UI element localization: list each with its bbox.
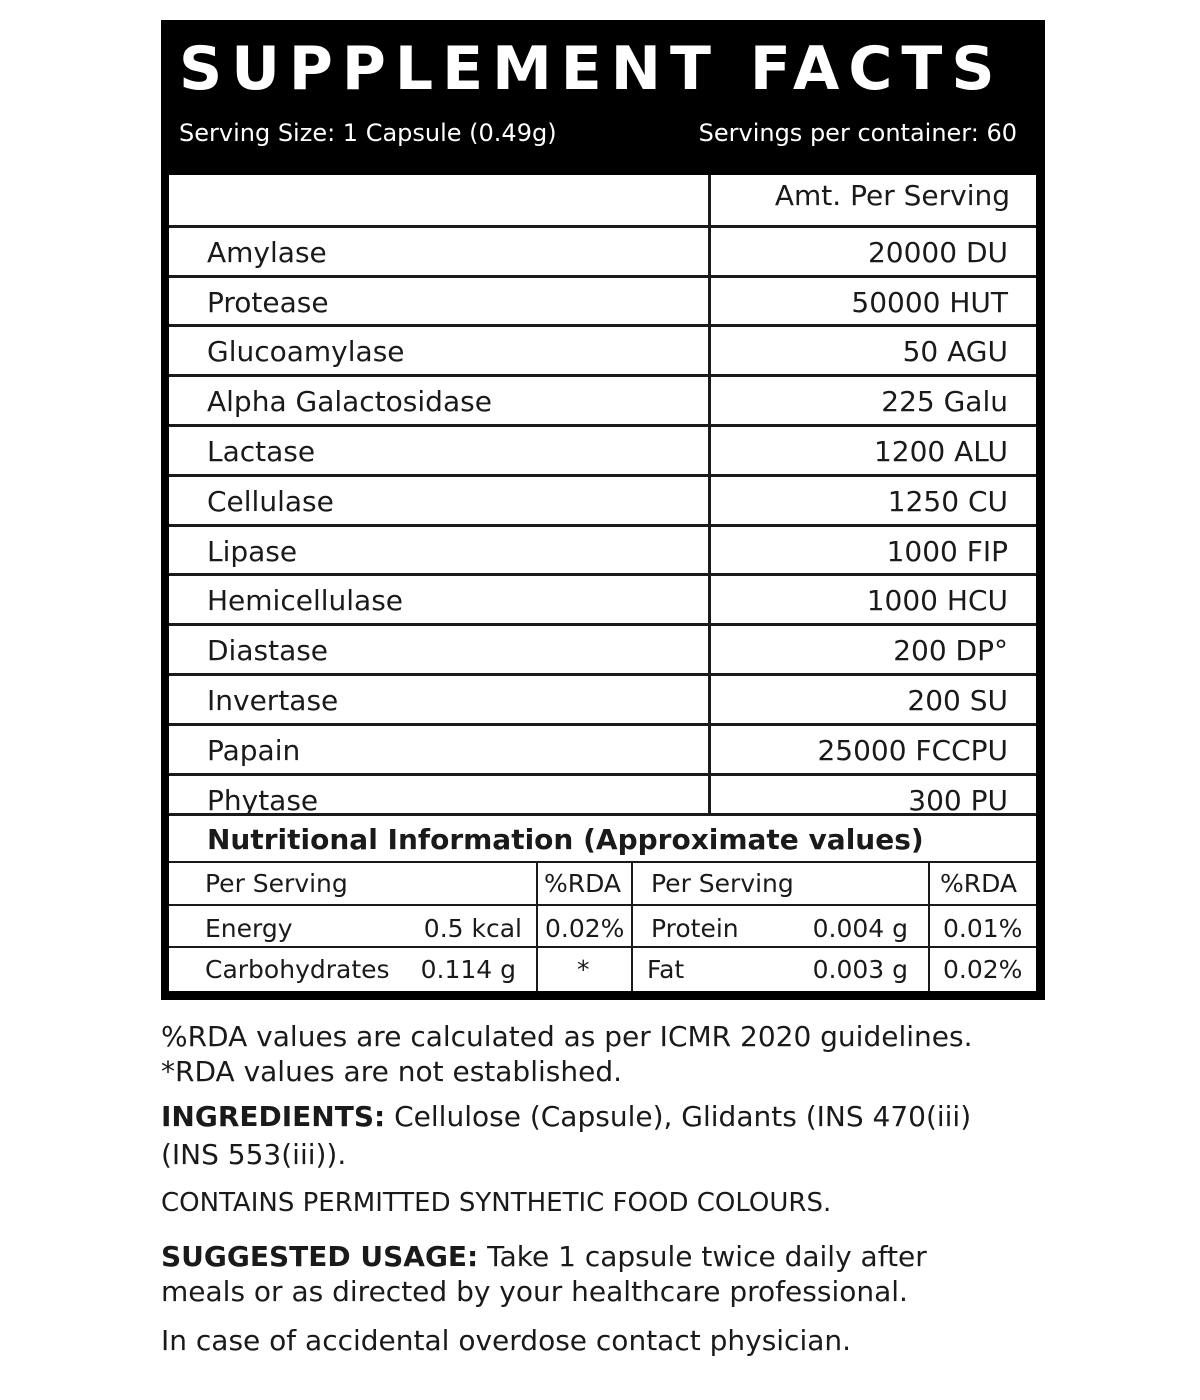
serving-size: Serving Size: 1 Capsule (0.49g) — [179, 119, 557, 147]
facts-row — [169, 374, 1036, 424]
nutrient-name: Carbohydrates — [205, 955, 390, 984]
rda-note: *RDA values are not established. — [161, 1055, 623, 1088]
nutrient-value: 0.003 g — [812, 955, 908, 984]
facts-row — [169, 723, 1036, 773]
nutrition-section-divider — [169, 813, 1036, 816]
nutrient-name: Energy — [205, 914, 293, 943]
nutrient-rda: * — [577, 955, 590, 984]
ingredient-amount: 1000 HCU — [866, 584, 1008, 618]
ingredient-amount: 200 SU — [907, 684, 1008, 717]
nutrition-header-per-serving: Per Serving — [205, 869, 348, 898]
usage-label: SUGGESTED USAGE: — [161, 1240, 479, 1273]
ingredient-name: Diastase — [207, 634, 329, 668]
ingredient-amount: 20000 DU — [867, 235, 1008, 269]
facts-row — [169, 623, 1036, 673]
ingredient-amount: 50 AGU — [902, 335, 1008, 369]
facts-row — [169, 225, 1036, 275]
nutrition-header-rda: %RDA — [940, 869, 1018, 898]
nutrient-value: 0.5 kcal — [423, 914, 522, 943]
nutrient-rda: 0.02% — [545, 914, 625, 943]
ingredient-amount: 1200 ALU — [873, 435, 1008, 468]
ingredient-name: Alpha Galactosidase — [207, 385, 492, 419]
ingredient-name: Invertase — [207, 684, 339, 717]
nutrition-rule — [169, 861, 1036, 863]
supplement-facts-panel — [161, 20, 1045, 1000]
ingredients-line: (INS 553(iii)). — [161, 1138, 347, 1171]
nutrition-rule — [169, 904, 1036, 906]
ingredient-amount: 1000 FIP — [886, 534, 1008, 568]
facts-row — [169, 524, 1036, 574]
ingredient-amount: 300 PU — [908, 783, 1008, 817]
facts-row — [169, 324, 1036, 374]
ingredient-name: Lactase — [207, 435, 316, 468]
nutrient-rda: 0.01% — [943, 914, 1023, 943]
ingredient-name: Protease — [207, 285, 329, 319]
facts-row — [169, 474, 1036, 524]
nutrition-col-divider — [536, 863, 538, 991]
nutrition-header-rda: %RDA — [544, 869, 622, 898]
ingredients-line — [161, 1099, 971, 1135]
facts-row — [169, 673, 1036, 723]
ingredients-text: Cellulose (Capsule), Glidants (INS 470(iii) — [385, 1100, 972, 1133]
colours-notice: CONTAINS PERMITTED SYNTHETIC FOOD COLOURS. — [161, 1188, 832, 1218]
nutrition-col-divider — [928, 863, 930, 991]
servings-per-container: Servings per container: 60 — [698, 119, 1017, 147]
ingredient-name: Papain — [207, 733, 301, 767]
facts-row — [169, 275, 1036, 325]
ingredient-name: Amylase — [207, 235, 327, 269]
ingredient-name: Glucoamylase — [207, 335, 405, 369]
amount-header: Amt. Per Serving — [774, 179, 1010, 212]
nutrition-header-per-serving: Per Serving — [651, 869, 794, 898]
nutrient-value: 0.004 g — [812, 914, 908, 943]
ingredient-name: Lipase — [207, 534, 298, 568]
nutrient-name: Fat — [647, 955, 685, 984]
nutrition-rule — [169, 946, 1036, 948]
usage-line — [161, 1239, 927, 1275]
ingredient-name: Hemicellulase — [207, 584, 404, 618]
facts-row — [169, 424, 1036, 474]
ingredient-name: Cellulase — [207, 484, 334, 518]
rda-note: %RDA values are calculated as per ICMR 2020 guidelines. — [161, 1020, 973, 1053]
usage-text: Take 1 capsule twice daily after — [478, 1240, 927, 1273]
ingredient-amount: 1250 CU — [887, 484, 1008, 518]
ingredient-amount: 25000 FCCPU — [817, 733, 1008, 767]
ingredient-amount: 225 Galu — [881, 385, 1008, 419]
nutrition-title: Nutritional Information (Approximate values) — [207, 823, 924, 856]
panel-title: SUPPLEMENT FACTS — [179, 34, 1004, 104]
ingredient-name: Phytase — [207, 783, 319, 817]
nutrient-rda: 0.02% — [943, 955, 1023, 984]
nutrition-col-divider — [631, 863, 633, 991]
nutrient-name: Protein — [651, 914, 739, 943]
overdose-notice: In case of accidental overdose contact physician. — [161, 1324, 852, 1357]
facts-row — [169, 573, 1036, 623]
facts-header-row — [169, 175, 1036, 225]
ingredient-amount: 50000 HUT — [851, 285, 1008, 319]
ingredient-amount: 200 DP° — [893, 634, 1008, 668]
facts-table — [166, 172, 1039, 994]
nutrient-value: 0.114 g — [420, 955, 516, 984]
ingredients-label: INGREDIENTS: — [161, 1100, 386, 1133]
usage-line: meals or as directed by your healthcare professional. — [161, 1275, 908, 1308]
